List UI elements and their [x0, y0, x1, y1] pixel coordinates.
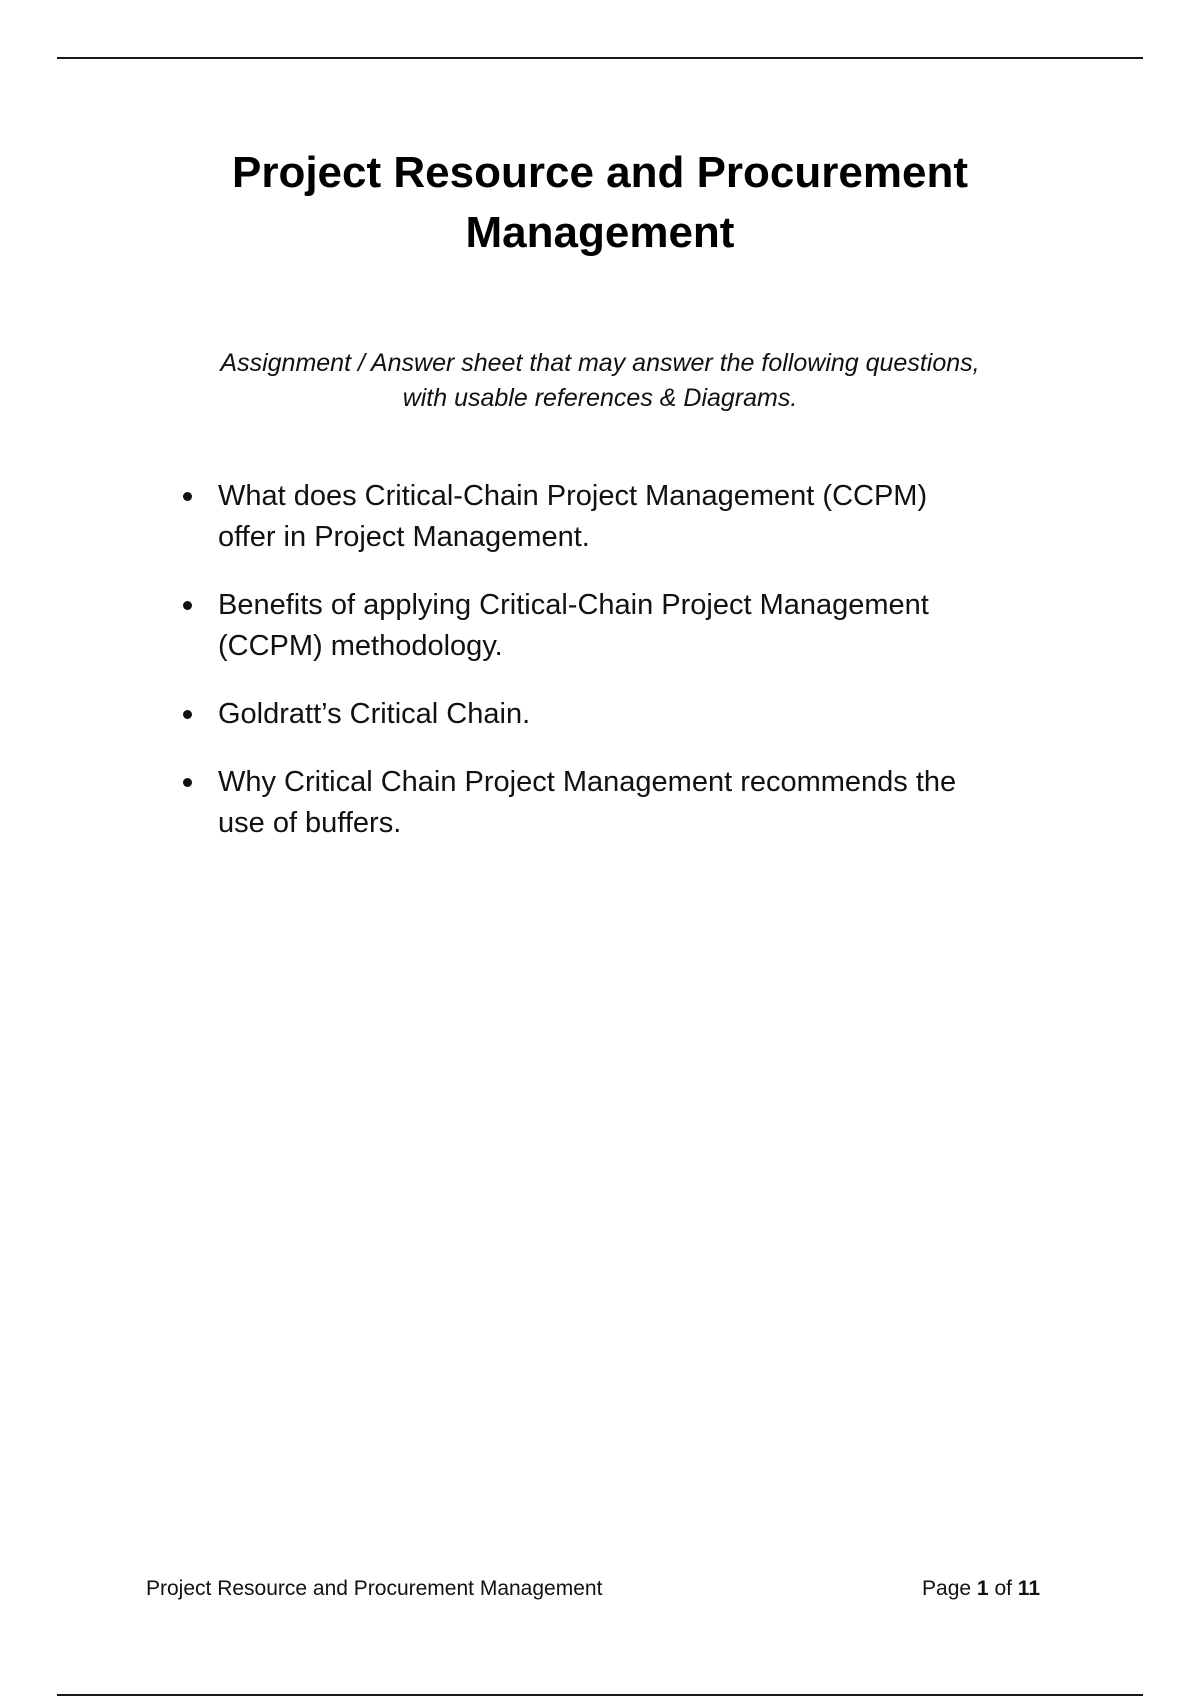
total-pages: 11	[1017, 1577, 1040, 1600]
footer-rule	[57, 1694, 1143, 1696]
question-line: Goldratt’s Critical Chain.	[218, 698, 531, 730]
bullet-icon	[183, 492, 192, 501]
question-line: (CCPM) methodology.	[218, 630, 503, 662]
bullet-icon	[183, 710, 192, 719]
title-line: Project Resource and Procurement	[231, 148, 968, 197]
question-item	[178, 762, 1078, 844]
question-item	[178, 585, 1078, 667]
bullet-icon	[183, 778, 192, 787]
page-title	[150, 143, 1050, 263]
question-line: use of buffers.	[218, 807, 402, 839]
question-item	[178, 476, 1078, 558]
page-word: Page	[922, 1577, 972, 1600]
footer-page-number	[922, 1576, 1040, 1602]
title-line: Management	[465, 208, 735, 257]
header-rule	[57, 57, 1143, 59]
question-line: Benefits of applying Critical-Chain Project Management	[218, 589, 929, 621]
question-line: Why Critical Chain Project Management recommends the	[218, 766, 957, 798]
footer-document-name: Project Resource and Procurement Management	[146, 1577, 603, 1600]
bullet-icon	[183, 601, 192, 610]
current-page: 1	[976, 1577, 989, 1600]
of-word: of	[994, 1577, 1012, 1600]
question-list	[178, 476, 1078, 871]
question-line: offer in Project Management.	[218, 521, 590, 553]
question-item	[178, 694, 1078, 735]
subtitle-line: Assignment / Answer sheet that may answer the following questions,	[220, 349, 980, 377]
assignment-subtitle	[140, 346, 1060, 416]
subtitle-line: with usable references & Diagrams.	[402, 384, 798, 412]
question-line: What does Critical-Chain Project Management (CCPM)	[218, 480, 928, 512]
